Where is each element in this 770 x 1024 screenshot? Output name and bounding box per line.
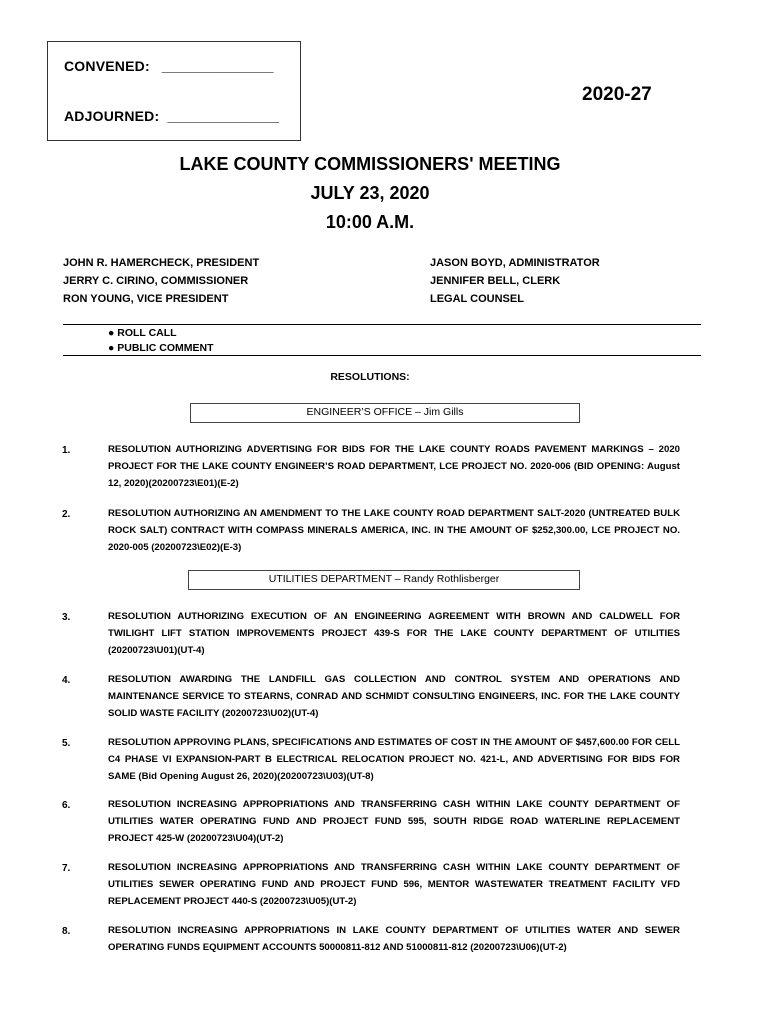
resolution-5: RESOLUTION APPROVING PLANS, SPECIFICATIONS AND ESTIMATES OF COST IN THE AMOUNT OF $457,600.00 FOR CELL C4 PHASE VI EXPANSION-PART B ELECTRICAL RELOCATION PROJECT NO. 421-L, AND ADVERTISING FOR BIDS FOR SAME (Bid Opening August 26, 2020)(20200723\U03)(UT-8)	[108, 737, 680, 782]
roster-right-2: JENNIFER BELL, CLERK	[430, 275, 561, 287]
resolution-3: RESOLUTION AUTHORIZING EXECUTION OF AN ENGINEERING AGREEMENT WITH BROWN AND CALDWELL FOR TWILIGHT LIFT STATION IMPROVEMENTS PROJECT 439-S FOR THE LAKE COUNTY DEPARTMENT OF UTILITIES (20200723\U01)(UT-4)	[108, 611, 680, 656]
roster-left-2: JERRY C. CIRINO, COMMISSIONER	[63, 275, 249, 287]
agenda-roll-call: ● ROLL CALL	[108, 327, 177, 339]
item-number-2: 2.	[62, 509, 71, 520]
roster-left-3: RON YOUNG, VICE PRESIDENT	[63, 293, 229, 305]
adjourned-label: ADJOURNED:	[64, 108, 160, 124]
roster-left-1: JOHN R. HAMERCHECK, PRESIDENT	[63, 257, 260, 269]
item-number-1: 1.	[62, 445, 71, 456]
item-number-7: 7.	[62, 863, 71, 874]
convened-label: CONVENED:	[64, 58, 150, 74]
divider-bottom	[63, 355, 701, 356]
convened-adjourned-box	[47, 41, 301, 141]
department-engineer: ENGINEER’S OFFICE – Jim Gills	[190, 403, 580, 423]
item-number-4: 4.	[62, 675, 71, 686]
resolution-2: RESOLUTION AUTHORIZING AN AMENDMENT TO THE LAKE COUNTY ROAD DEPARTMENT SALT-2020 (UNTREATED BULK ROCK SALT) CONTRACT WITH COMPASS MINERALS AMERICA, INC. IN THE AMOUNT OF $252,300.00, LCE PROJECT NO. 2020-005 (20200723\E02)(E-3)	[108, 508, 680, 553]
resolution-6: RESOLUTION INCREASING APPROPRIATIONS AND TRANSFERRING CASH WITHIN LAKE COUNTY DEPARTMENT OF UTILITIES WATER OPERATING FUND AND PROJECT FUND 595, SOUTH RIDGE ROAD WATERLINE REPLACEMENT PROJECT 425-W (20200723\U04)(UT-2)	[108, 799, 680, 844]
convened-blank: ______________	[161, 58, 274, 74]
adjourned-blank: ______________	[167, 108, 280, 124]
roster-staff	[430, 254, 600, 308]
resolution-8: RESOLUTION INCREASING APPROPRIATIONS IN LAKE COUNTY DEPARTMENT OF UTILITIES WATER AND SEWER OPERATING FUNDS EQUIPMENT ACCOUNTS 50000811-812 AND 51000811-812 (20200723\U06)(UT-2)	[108, 925, 680, 953]
resolutions-heading: RESOLUTIONS:	[330, 371, 410, 383]
meeting-time: 10:00 A.M.	[325, 212, 415, 232]
roster-right-3: LEGAL COUNSEL	[430, 293, 524, 305]
item-number-5: 5.	[62, 738, 71, 749]
item-number-6: 6.	[62, 800, 71, 811]
meeting-date: JULY 23, 2020	[310, 183, 430, 203]
roster-right-1: JASON BOYD, ADMINISTRATOR	[430, 257, 600, 269]
roster-commissioners	[63, 254, 259, 308]
meeting-title: LAKE COUNTY COMMISSIONERS' MEETING	[179, 154, 561, 174]
adjourned-line	[64, 108, 279, 124]
department-utilities: UTILITIES DEPARTMENT – Randy Rothlisberger	[188, 570, 580, 590]
document-number: 2020-27	[582, 84, 652, 105]
agenda-public-comment: ● PUBLIC COMMENT	[108, 342, 214, 354]
convened-line	[64, 58, 274, 74]
item-number-8: 8.	[62, 926, 71, 937]
resolution-7: RESOLUTION INCREASING APPROPRIATIONS AND TRANSFERRING CASH WITHIN LAKE COUNTY DEPARTMENT OF UTILITIES SEWER OPERATING FUND AND PROJECT FUND 596, MENTOR WASTEWATER TREATMENT FACILITY VFD REPLACEMENT PROJECT 440-S (20200723\U05)(UT-2)	[108, 862, 680, 907]
resolution-1: RESOLUTION AUTHORIZING ADVERTISING FOR BIDS FOR THE LAKE COUNTY ROADS PAVEMENT MARKINGS – 2020 PROJECT FOR THE LAKE COUNTY ENGINEER’S ROAD DEPARTMENT, LCE PROJECT NO. 2020-006 (BID OPENING: August 12, 2020)(20200723\E01)(E-2)	[108, 444, 680, 489]
resolution-4: RESOLUTION AWARDING THE LANDFILL GAS COLLECTION AND CONTROL SYSTEM AND OPERATIONS AND MAINTENANCE SERVICE TO STEARNS, CONRAD AND SCHMIDT CONSULTING ENGINEERS, INC. FOR THE LAKE COUNTY SOLID WASTE FACILITY (20200723\U02)(UT-4)	[108, 674, 680, 719]
item-number-3: 3.	[62, 612, 71, 623]
